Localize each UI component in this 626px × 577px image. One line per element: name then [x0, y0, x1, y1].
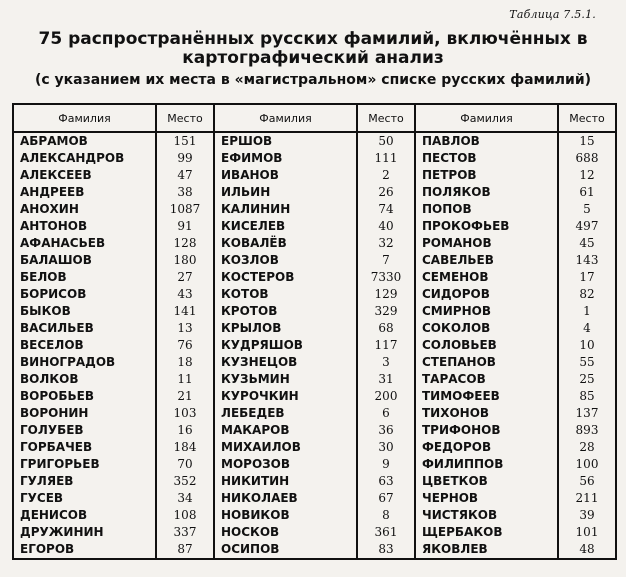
surname-cell: МИХАИЛОВ [214, 439, 357, 456]
surname-cell: СЕМЕНОВ [415, 269, 558, 286]
surname-cell: КРЫЛОВ [214, 320, 357, 337]
surname-cell: НИКИТИН [214, 473, 357, 490]
surname-cell: КИСЕЛЕВ [214, 218, 357, 235]
table-row [13, 132, 616, 150]
place-cell: 17 [558, 269, 616, 286]
table-row [13, 286, 616, 303]
place-cell: 8 [357, 507, 415, 524]
place-cell: 48 [558, 541, 616, 559]
surname-cell: КУДРЯШОВ [214, 337, 357, 354]
surname-cell: БАЛАШОВ [13, 252, 156, 269]
surname-cell: ИВАНОВ [214, 167, 357, 184]
surname-cell: ПАВЛОВ [415, 132, 558, 150]
surname-cell: МАКАРОВ [214, 422, 357, 439]
place-cell: 361 [357, 524, 415, 541]
table-row [13, 167, 616, 184]
place-cell: 893 [558, 422, 616, 439]
place-cell: 352 [156, 473, 214, 490]
place-cell: 39 [558, 507, 616, 524]
surname-cell: АБРАМОВ [13, 132, 156, 150]
place-cell: 55 [558, 354, 616, 371]
surname-cell: СОЛОВЬЕВ [415, 337, 558, 354]
header-surname: Фамилия [214, 104, 357, 132]
surname-cell: КУЗНЕЦОВ [214, 354, 357, 371]
place-cell: 25 [558, 371, 616, 388]
place-cell: 180 [156, 252, 214, 269]
header-surname: Фамилия [415, 104, 558, 132]
surname-cell: ОСИПОВ [214, 541, 357, 559]
table-row [13, 320, 616, 337]
surname-cell: АНДРЕЕВ [13, 184, 156, 201]
place-cell: 85 [558, 388, 616, 405]
table-row [13, 303, 616, 320]
header-surname: Фамилия [13, 104, 156, 132]
place-cell: 111 [357, 150, 415, 167]
surname-cell: ЕФИМОВ [214, 150, 357, 167]
surname-cell: ЕГОРОВ [13, 541, 156, 559]
place-cell: 74 [357, 201, 415, 218]
surname-cell: ПОПОВ [415, 201, 558, 218]
surname-cell: БОРИСОВ [13, 286, 156, 303]
place-cell: 329 [357, 303, 415, 320]
surname-cell: ГОЛУБЕВ [13, 422, 156, 439]
surname-cell: ВОРОНИН [13, 405, 156, 422]
place-cell: 50 [357, 132, 415, 150]
place-cell: 13 [156, 320, 214, 337]
place-cell: 99 [156, 150, 214, 167]
surname-cell: БЫКОВ [13, 303, 156, 320]
place-cell: 70 [156, 456, 214, 473]
table-row [13, 218, 616, 235]
surname-cell: АЛЕКСЕЕВ [13, 167, 156, 184]
table-row [13, 184, 616, 201]
page-subtitle: (с указанием их места в «магистральном» списке русских фамилий) [34, 72, 592, 88]
surname-cell: ЕРШОВ [214, 132, 357, 150]
surname-cell: БЕЛОВ [13, 269, 156, 286]
table-row [13, 405, 616, 422]
place-cell: 12 [558, 167, 616, 184]
table-row [13, 456, 616, 473]
place-cell: 68 [357, 320, 415, 337]
surname-cell: КАЛИНИН [214, 201, 357, 218]
place-cell: 2 [357, 167, 415, 184]
header-row [13, 104, 616, 132]
table-row [13, 201, 616, 218]
page-title [0, 30, 626, 68]
place-cell: 101 [558, 524, 616, 541]
surname-cell: КУЗЬМИН [214, 371, 357, 388]
surname-cell: СОКОЛОВ [415, 320, 558, 337]
table-row [13, 507, 616, 524]
table-row [13, 524, 616, 541]
place-cell: 27 [156, 269, 214, 286]
table-caption: Таблица 7.5.1. [509, 8, 596, 21]
table-row [13, 473, 616, 490]
place-cell: 200 [357, 388, 415, 405]
surname-cell: ЯКОВЛЕВ [415, 541, 558, 559]
surname-cell: ПЕТРОВ [415, 167, 558, 184]
surname-cell: ГУСЕВ [13, 490, 156, 507]
place-cell: 32 [357, 235, 415, 252]
table-row [13, 235, 616, 252]
surname-cell: ГРИГОРЬЕВ [13, 456, 156, 473]
place-cell: 15 [558, 132, 616, 150]
surname-cell: ЛЕБЕДЕВ [214, 405, 357, 422]
place-cell: 63 [357, 473, 415, 490]
place-cell: 36 [357, 422, 415, 439]
place-cell: 497 [558, 218, 616, 235]
place-cell: 21 [156, 388, 214, 405]
table-row [13, 541, 616, 559]
place-cell: 45 [558, 235, 616, 252]
surname-cell: ФИЛИППОВ [415, 456, 558, 473]
place-cell: 38 [156, 184, 214, 201]
surname-cell: СМИРНОВ [415, 303, 558, 320]
surname-cell: ПРОКОФЬЕВ [415, 218, 558, 235]
place-cell: 56 [558, 473, 616, 490]
place-cell: 10 [558, 337, 616, 354]
place-cell: 83 [357, 541, 415, 559]
place-cell: 16 [156, 422, 214, 439]
surname-cell: АЛЕКСАНДРОВ [13, 150, 156, 167]
surname-cell: АФАНАСЬЕВ [13, 235, 156, 252]
place-cell: 6 [357, 405, 415, 422]
surname-cell: ГУЛЯЕВ [13, 473, 156, 490]
table-row [13, 354, 616, 371]
surname-cell: КОВАЛЁВ [214, 235, 357, 252]
place-cell: 100 [558, 456, 616, 473]
place-cell: 91 [156, 218, 214, 235]
place-cell: 87 [156, 541, 214, 559]
surname-cell: ПЕСТОВ [415, 150, 558, 167]
surname-cell: СТЕПАНОВ [415, 354, 558, 371]
surname-cell: ТРИФОНОВ [415, 422, 558, 439]
place-cell: 67 [357, 490, 415, 507]
table-row [13, 337, 616, 354]
surname-cell: АНТОНОВ [13, 218, 156, 235]
place-cell: 137 [558, 405, 616, 422]
place-cell: 61 [558, 184, 616, 201]
place-cell: 76 [156, 337, 214, 354]
table-row [13, 439, 616, 456]
surname-cell: СИДОРОВ [415, 286, 558, 303]
surname-cell: ВЕСЕЛОВ [13, 337, 156, 354]
place-cell: 26 [357, 184, 415, 201]
place-cell: 40 [357, 218, 415, 235]
surname-cell: ВОЛКОВ [13, 371, 156, 388]
surname-cell: ВОРОБЬЕВ [13, 388, 156, 405]
place-cell: 3 [357, 354, 415, 371]
surname-cell: КУРОЧКИН [214, 388, 357, 405]
title-line-1: 75 распространённых русских фамилий, включённых в [38, 29, 588, 49]
surname-cell: ВАСИЛЬЕВ [13, 320, 156, 337]
surname-cell: ТИМОФЕЕВ [415, 388, 558, 405]
surname-cell: ДРУЖИНИН [13, 524, 156, 541]
place-cell: 117 [357, 337, 415, 354]
place-cell: 151 [156, 132, 214, 150]
place-cell: 108 [156, 507, 214, 524]
place-cell: 141 [156, 303, 214, 320]
surname-cell: НИКОЛАЕВ [214, 490, 357, 507]
place-cell: 4 [558, 320, 616, 337]
place-cell: 28 [558, 439, 616, 456]
surname-cell: ИЛЬИН [214, 184, 357, 201]
table-row [13, 269, 616, 286]
surname-cell: НОСКОВ [214, 524, 357, 541]
title-line-2: картографический анализ [182, 48, 444, 68]
surname-cell: КРОТОВ [214, 303, 357, 320]
surname-cell: ЧИСТЯКОВ [415, 507, 558, 524]
surname-cell: ЦВЕТКОВ [415, 473, 558, 490]
surnames-table [12, 103, 617, 560]
surname-cell: РОМАНОВ [415, 235, 558, 252]
table-row [13, 388, 616, 405]
surname-cell: КОСТЕРОВ [214, 269, 357, 286]
surname-cell: ФЕДОРОВ [415, 439, 558, 456]
place-cell: 34 [156, 490, 214, 507]
place-cell: 1 [558, 303, 616, 320]
surname-cell: ЧЕРНОВ [415, 490, 558, 507]
surname-cell: КОТОВ [214, 286, 357, 303]
surname-cell: ЩЕРБАКОВ [415, 524, 558, 541]
place-cell: 211 [558, 490, 616, 507]
surname-cell: ГОРБАЧЕВ [13, 439, 156, 456]
place-cell: 103 [156, 405, 214, 422]
place-cell: 7330 [357, 269, 415, 286]
header-place: Место [558, 104, 616, 132]
place-cell: 128 [156, 235, 214, 252]
surname-cell: АНОХИН [13, 201, 156, 218]
place-cell: 47 [156, 167, 214, 184]
place-cell: 5 [558, 201, 616, 218]
table-row [13, 371, 616, 388]
surname-cell: ТАРАСОВ [415, 371, 558, 388]
table-row [13, 490, 616, 507]
table-row [13, 150, 616, 167]
place-cell: 11 [156, 371, 214, 388]
place-cell: 18 [156, 354, 214, 371]
surname-cell: МОРОЗОВ [214, 456, 357, 473]
place-cell: 184 [156, 439, 214, 456]
place-cell: 143 [558, 252, 616, 269]
surname-cell: ДЕНИСОВ [13, 507, 156, 524]
place-cell: 30 [357, 439, 415, 456]
surname-cell: ВИНОГРАДОВ [13, 354, 156, 371]
surname-cell: ПОЛЯКОВ [415, 184, 558, 201]
place-cell: 9 [357, 456, 415, 473]
surname-cell: НОВИКОВ [214, 507, 357, 524]
surname-cell: КОЗЛОВ [214, 252, 357, 269]
place-cell: 7 [357, 252, 415, 269]
place-cell: 688 [558, 150, 616, 167]
header-place: Место [156, 104, 214, 132]
place-cell: 337 [156, 524, 214, 541]
header-place: Место [357, 104, 415, 132]
surname-cell: САВЕЛЬЕВ [415, 252, 558, 269]
place-cell: 43 [156, 286, 214, 303]
place-cell: 82 [558, 286, 616, 303]
surname-cell: ТИХОНОВ [415, 405, 558, 422]
table-row [13, 422, 616, 439]
place-cell: 129 [357, 286, 415, 303]
table-body [13, 132, 616, 559]
place-cell: 1087 [156, 201, 214, 218]
place-cell: 31 [357, 371, 415, 388]
table-row [13, 252, 616, 269]
